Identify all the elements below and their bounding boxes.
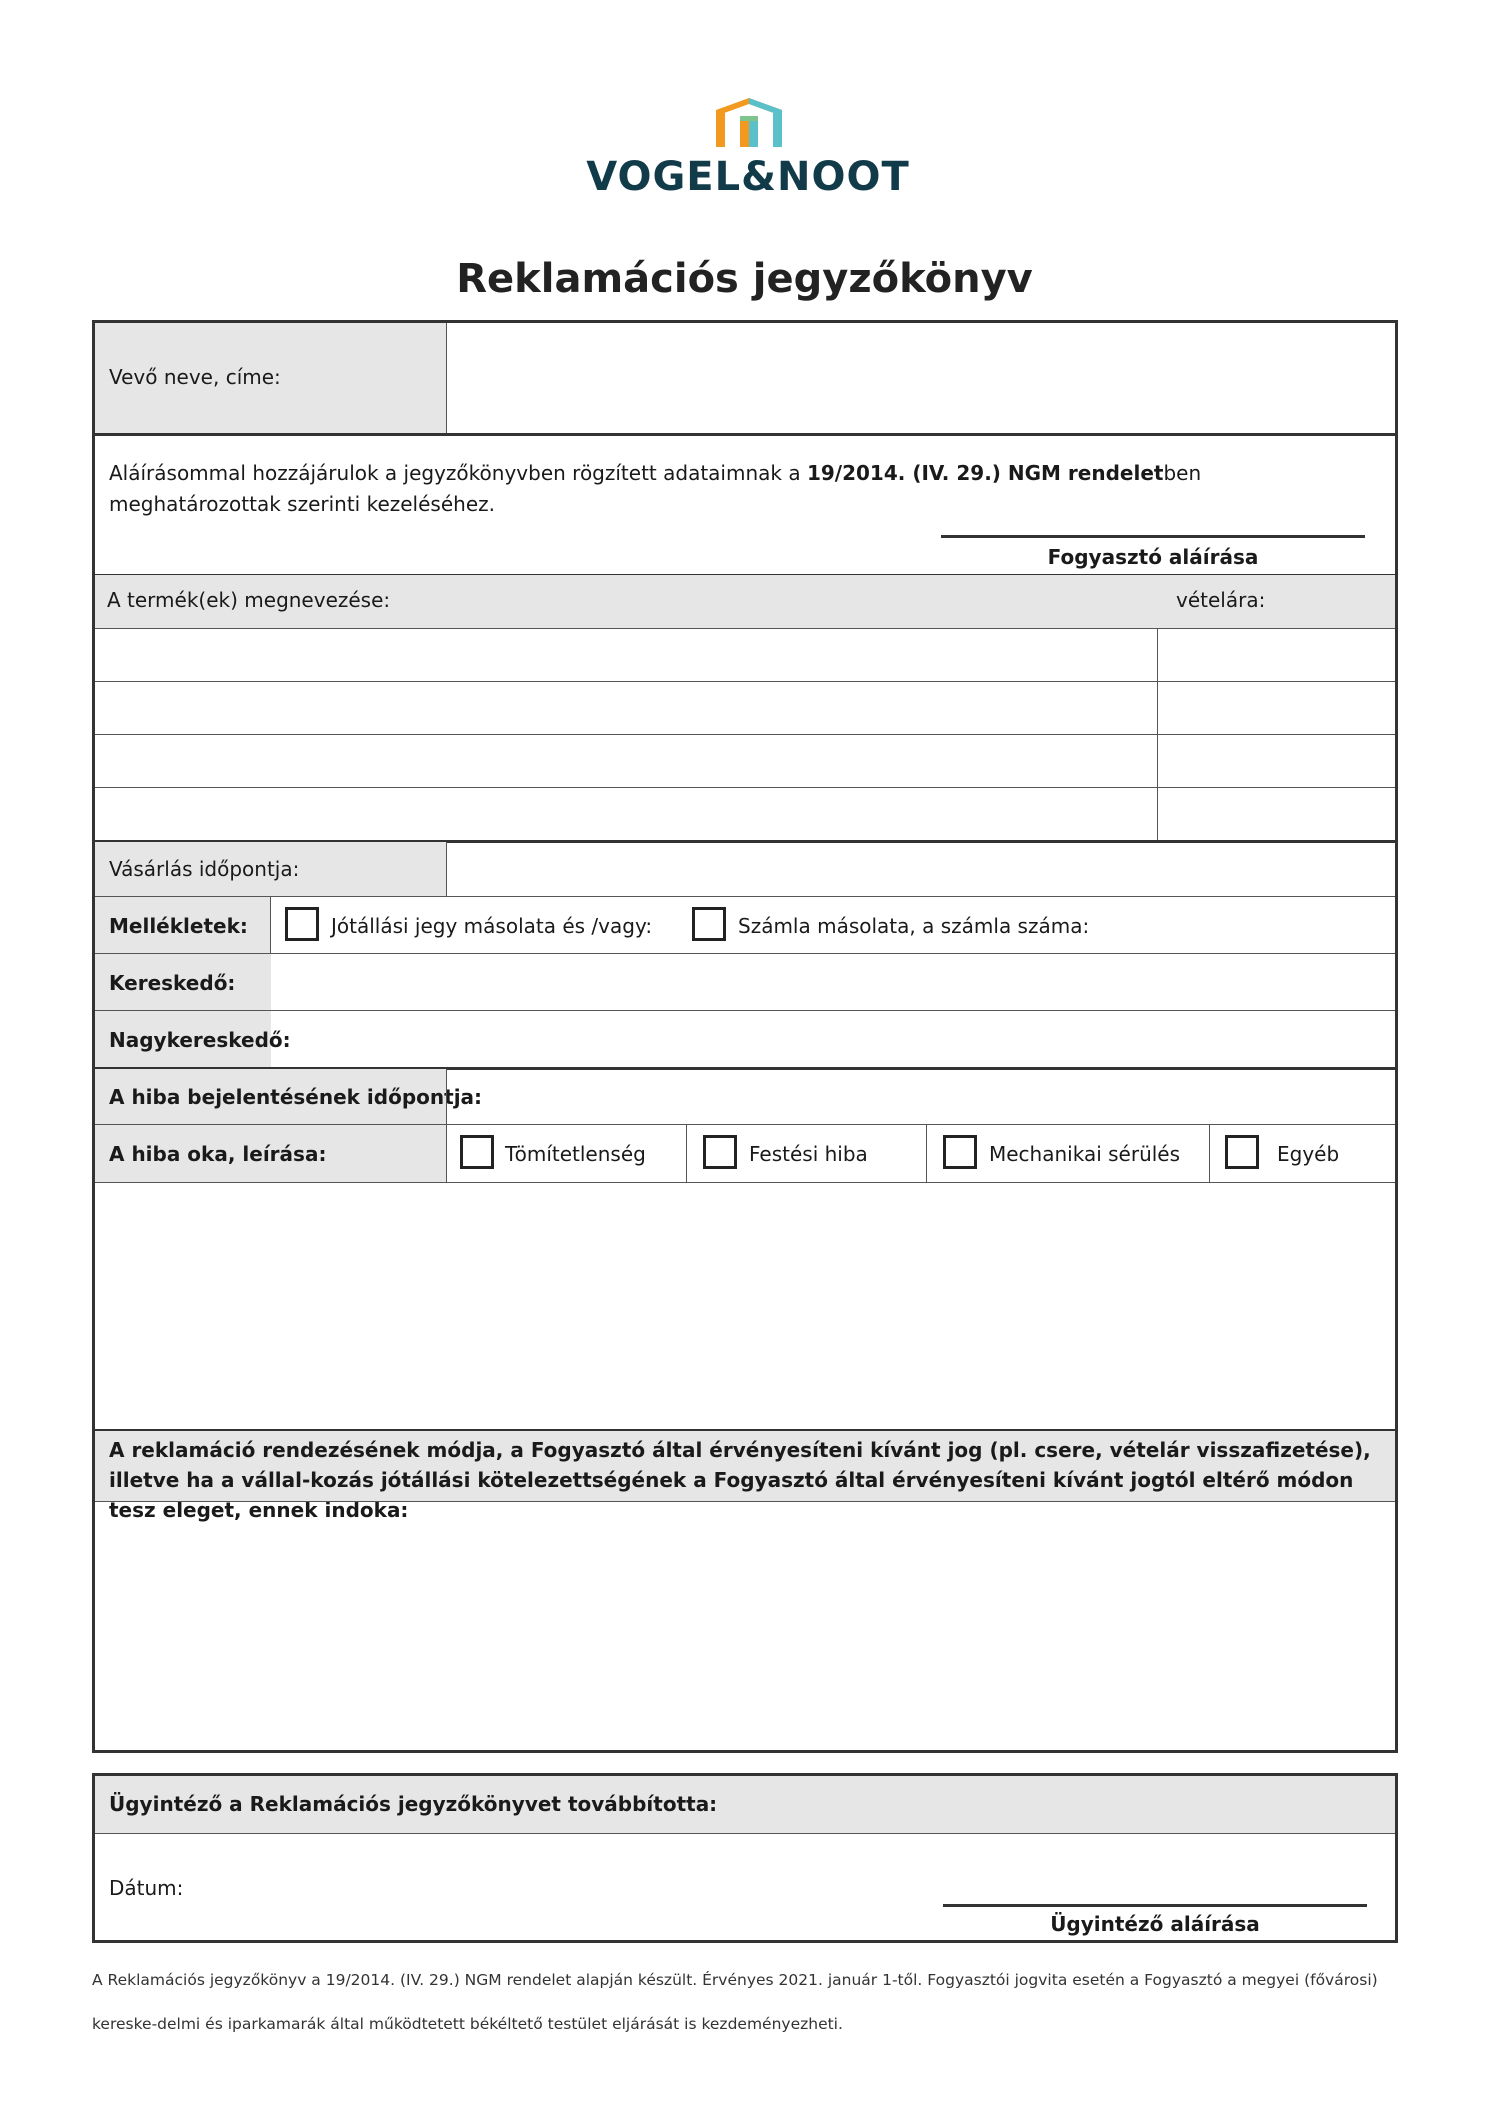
invoice-copy-label: Számla másolata, a számla száma: [738, 914, 1090, 938]
complaint-form [92, 320, 1398, 1753]
warranty-copy-label: Jótállási jegy másolata és /vagy: [331, 914, 653, 938]
brand-logo [578, 96, 918, 206]
footer-note: A Reklamációs jegyzőkönyv a 19/2014. (IV. 29.) NGM rendelet alapján készült. Érvényes 2021. január 1-től. Fogyasztói jogvita esetén a Fogyasztó a megyei (fővárosi) kereske-delmi és iparkamarák által működtetett békéltető testület eljárását is kezdeményezheti. [92, 1971, 1378, 2033]
product-row[interactable] [95, 629, 1395, 681]
warranty-copy-checkbox[interactable] [285, 907, 319, 941]
customer-signature-line[interactable] [941, 535, 1365, 538]
product-name-header: A termék(ek) megnevezése: [107, 588, 391, 612]
resolution-text: A reklamáció rendezésének módja, a Fogyasztó által érvényesíteni kívánt jog (pl. csere, vételár visszafizetése), illetve ha a vállal-kozás jótállási kötelezettségének a Fogyasztó által érvényesíteni kívánt jogtól eltérő módon tesz eleget, ennek indoka: [109, 1438, 1371, 1522]
attachments-label: Mellékletek: [109, 914, 248, 938]
product-row[interactable] [95, 682, 1395, 734]
purchase-date-label: Vásárlás időpontja: [109, 857, 300, 881]
date-label: Dátum: [109, 1876, 184, 1900]
purchase-date-input[interactable] [448, 842, 1398, 896]
defect-paint-checkbox[interactable] [703, 1135, 737, 1169]
brand-name: VOGEL&NOOT [586, 154, 910, 200]
defect-other-label: Egyéb [1277, 1142, 1340, 1166]
product-row[interactable] [95, 735, 1395, 787]
forwarding-label: Ügyintéző a Reklamációs jegyzőkönyvet továbbította: [109, 1792, 718, 1816]
product-price-header: vételára: [1176, 588, 1266, 612]
defect-cause-label: A hiba oka, leírása: [109, 1142, 327, 1166]
product-row[interactable] [95, 788, 1395, 840]
customer-input[interactable] [448, 323, 1398, 434]
defect-description-textarea[interactable] [95, 1183, 1395, 1429]
defect-leak-label: Tömítetlenség [505, 1142, 646, 1166]
customer-label: Vevő neve, címe: [109, 365, 281, 389]
defect-leak-checkbox[interactable] [460, 1135, 494, 1169]
forwarding-section [92, 1773, 1398, 1943]
defect-mechanical-label: Mechanikai sérülés [989, 1142, 1181, 1166]
retailer-label: Kereskedő: [109, 971, 236, 995]
defect-paint-label: Festési hiba [749, 1142, 868, 1166]
defect-other-checkbox[interactable] [1225, 1135, 1259, 1169]
customer-signature-label: Fogyasztó aláírása [1047, 545, 1259, 569]
wholesaler-label: Nagykereskedő: [109, 1028, 291, 1052]
wholesaler-input[interactable] [272, 1011, 1398, 1067]
clerk-signature-line[interactable] [943, 1904, 1367, 1907]
resolution-textarea[interactable] [95, 1502, 1395, 1750]
defect-mechanical-checkbox[interactable] [943, 1135, 977, 1169]
invoice-copy-checkbox[interactable] [692, 907, 726, 941]
defect-date-input[interactable] [448, 1069, 1398, 1124]
defect-date-label: A hiba bejelentésének időpontja: [109, 1085, 483, 1109]
retailer-input[interactable] [272, 954, 1398, 1010]
consent-text: Aláírásommal hozzájárulok a jegyzőkönyvben rögzített adataimnak a 19/2014. (IV. 29.) NGM rendeletben meghatározottak szerinti kezeléséhez. [109, 461, 1202, 516]
page-title: Reklamációs jegyzőkönyv [456, 256, 1033, 302]
clerk-signature-label: Ügyintéző aláírása [1050, 1912, 1260, 1936]
house-logo-icon [710, 96, 788, 148]
